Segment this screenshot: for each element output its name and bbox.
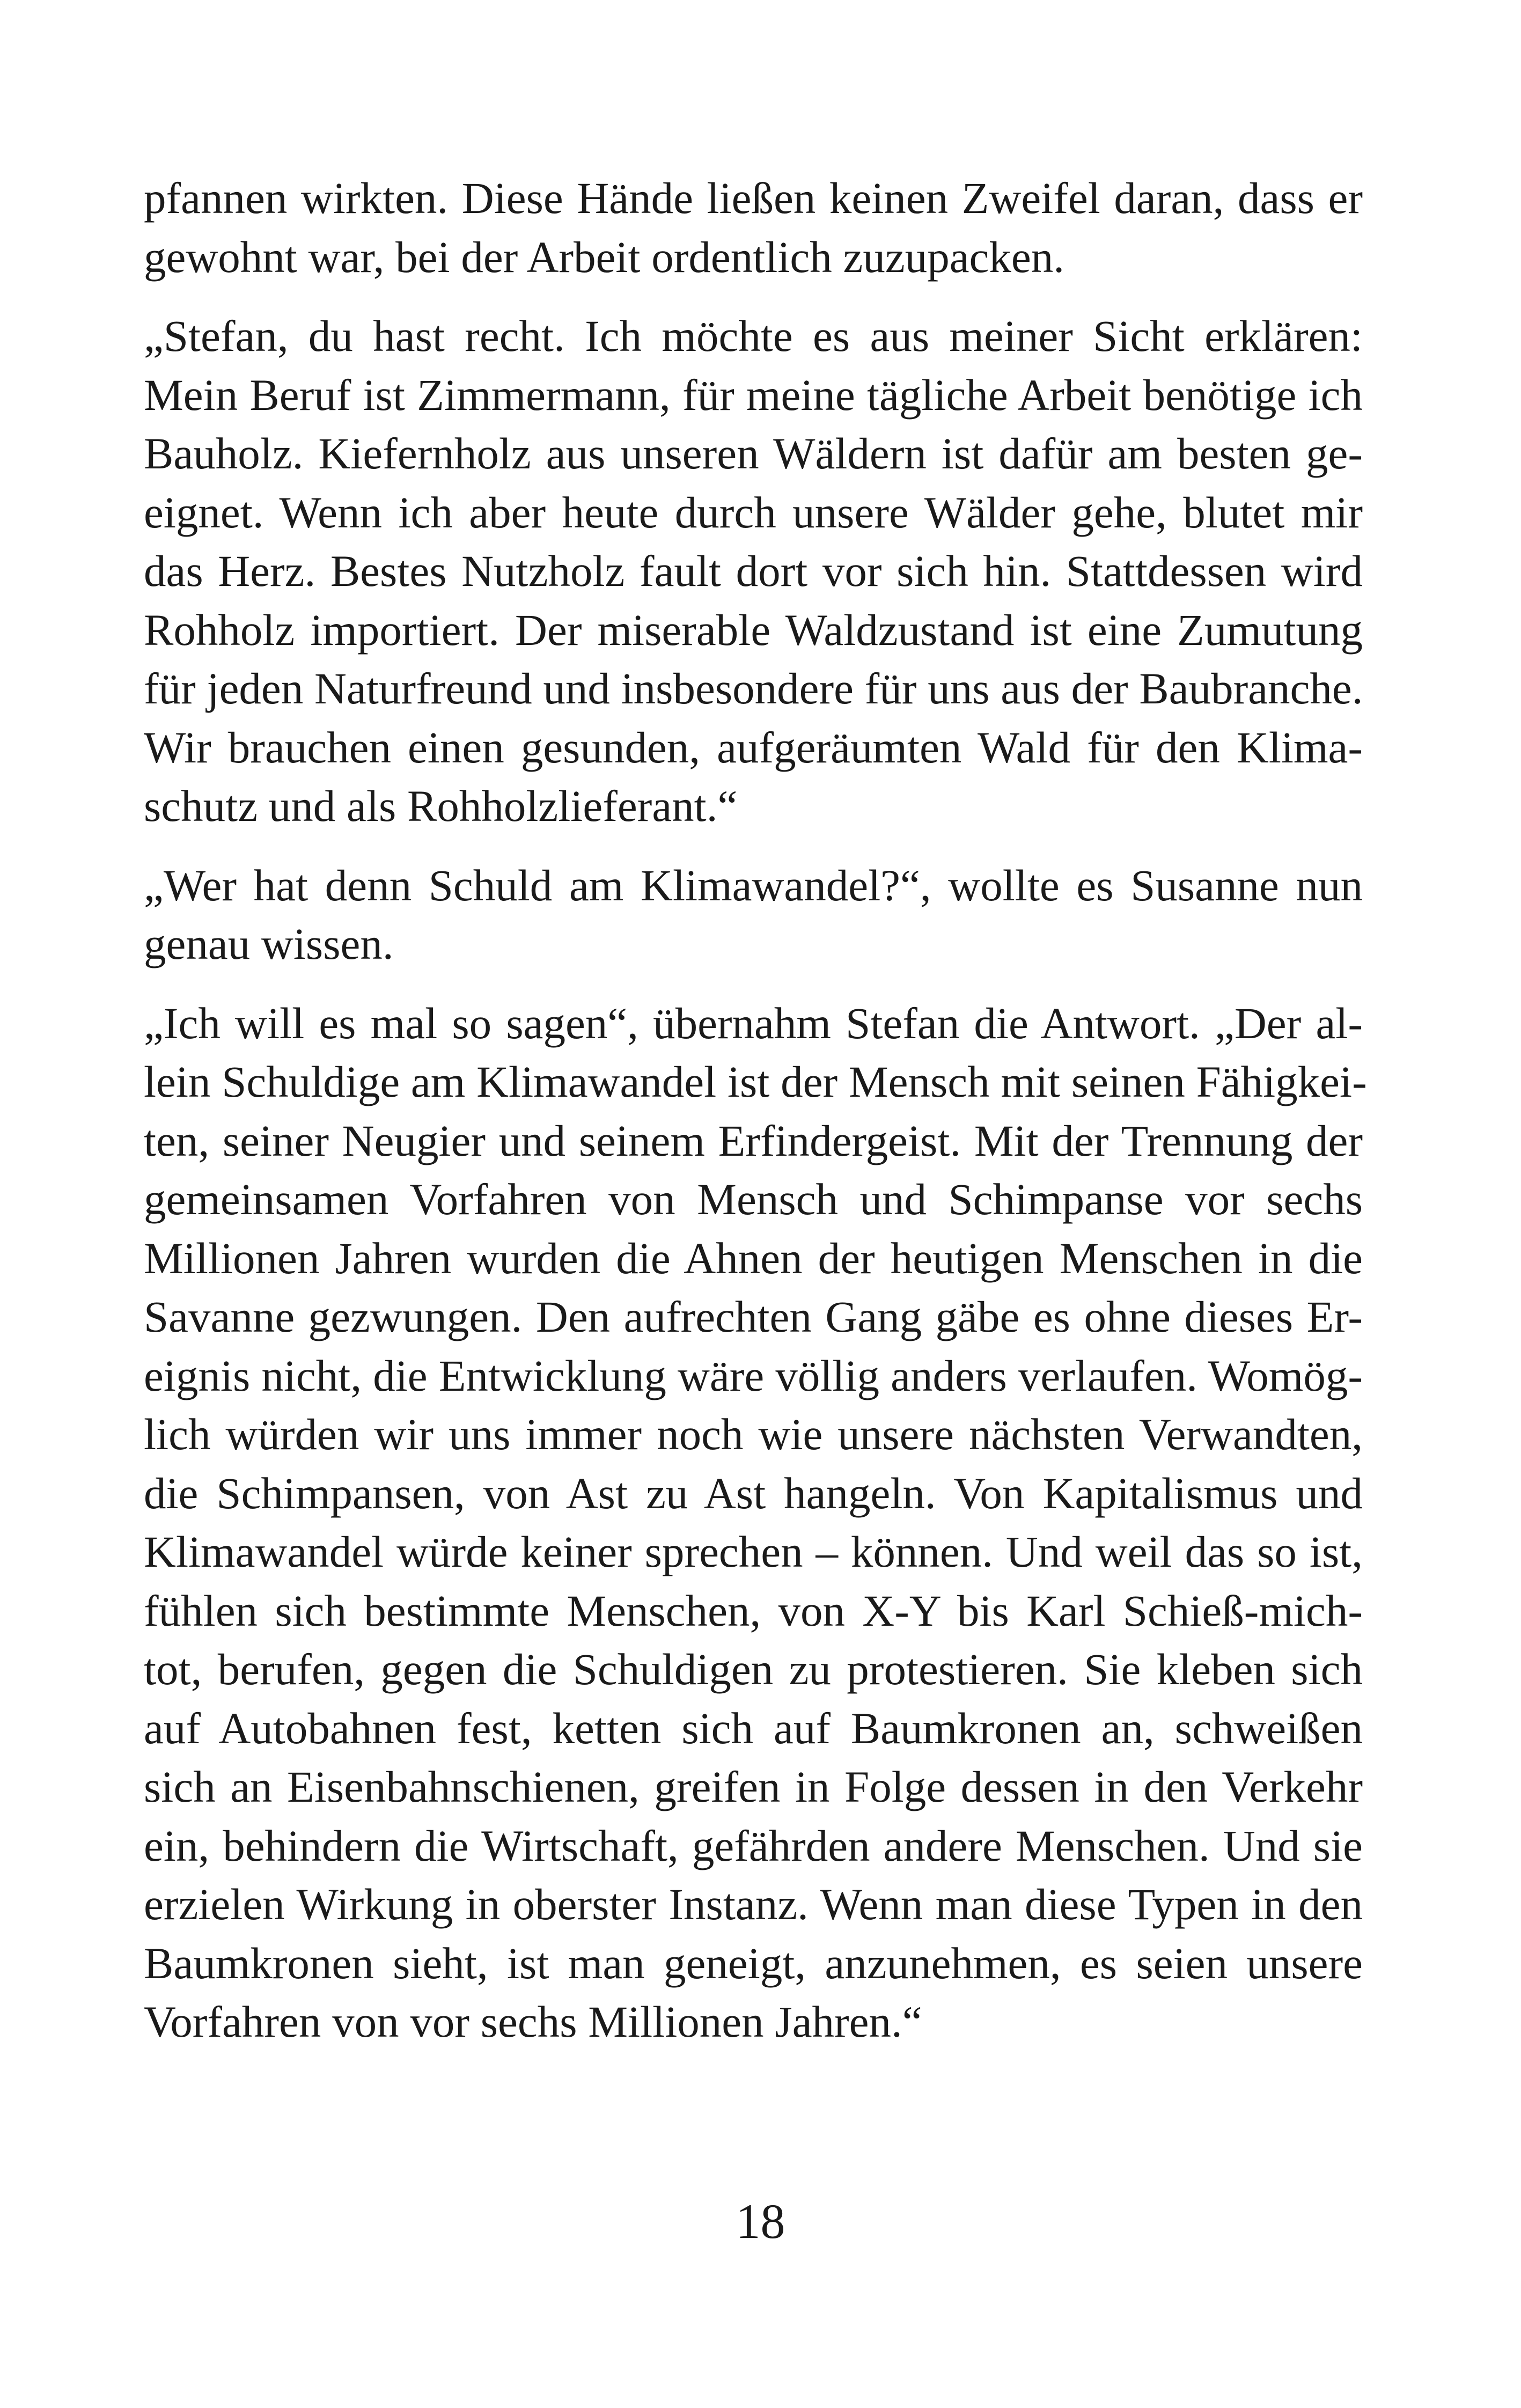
text-line: „Wer hat denn Schuld am Klimawandel?“, wollte es Susanne nun xyxy=(144,860,1363,910)
text-line: lich würden wir uns immer noch wie unsere nächsten Verwandten, xyxy=(144,1409,1363,1459)
text-line: sich an Eisenbahnschienen, greifen in Folge dessen in den Verkehr xyxy=(144,1762,1363,1811)
paragraph-3 xyxy=(144,856,1363,974)
text-line: Vorfahren von vor sechs Millionen Jahren.“ xyxy=(144,1997,922,2046)
text-line: lein Schuldige am Klimawandel ist der Mensch mit seinen Fähigkei- xyxy=(144,1057,1367,1106)
paragraph-4 xyxy=(144,994,1367,2052)
text-line: auf Autobahnen fest, ketten sich auf Baumkronen an, schweißen xyxy=(144,1703,1363,1753)
body-text xyxy=(144,169,1367,2052)
text-line: für jeden Naturfreund und insbesondere für uns aus der Baubranche. xyxy=(144,664,1363,713)
text-line: schutz und als Rohholzlieferant.“ xyxy=(144,781,738,831)
text-line: Millionen Jahren wurden die Ahnen der heutigen Menschen in die xyxy=(144,1233,1363,1283)
text-line: Savanne gezwungen. Den aufrechten Gang gäbe es ohne dieses Er- xyxy=(144,1292,1363,1341)
text-line: eignis nicht, die Entwicklung wäre völlig anders verlaufen. Womög- xyxy=(144,1350,1363,1400)
text-line: „Stefan, du hast recht. Ich möchte es aus meiner Sicht erklären: xyxy=(144,311,1363,361)
text-line: ten, seiner Neugier und seinem Erfindergeist. Mit der Trennung der xyxy=(144,1115,1363,1165)
text-line: pfannen wirkten. Diese Hände ließen keinen Zweifel daran, dass er xyxy=(144,173,1363,223)
text-line: das Herz. Bestes Nutzholz fault dort vor sich hin. Stattdessen wird xyxy=(144,546,1363,596)
text-line: genau wissen. xyxy=(144,919,394,968)
text-line: gewohnt war, bei der Arbeit ordentlich zuzupacken. xyxy=(144,232,1064,282)
text-line: Baumkronen sieht, ist man geneigt, anzunehmen, es seien unsere xyxy=(144,1938,1363,1988)
text-line: Mein Beruf ist Zimmermann, für meine tägliche Arbeit benötige ich xyxy=(144,370,1363,420)
text-line: die Schimpansen, von Ast zu Ast hangeln. Von Kapitalismus und xyxy=(144,1468,1363,1518)
paragraph-1 xyxy=(144,169,1363,287)
text-line: Klimawandel würde keiner sprechen – können. Und weil das so ist, xyxy=(144,1527,1363,1576)
text-line: ein, behindern die Wirtschaft, gefährden andere Menschen. Und sie xyxy=(144,1820,1363,1870)
text-line: Wir brauchen einen gesunden, aufgeräumten Wald für den Klima- xyxy=(144,722,1363,772)
text-line: eignet. Wenn ich aber heute durch unsere Wälder gehe, blutet mir xyxy=(144,487,1363,537)
text-line: „Ich will es mal so sagen“, übernahm Stefan die Antwort. „Der al- xyxy=(144,998,1363,1048)
text-line: gemeinsamen Vorfahren von Mensch und Schimpanse vor sechs xyxy=(144,1174,1363,1224)
text-line: Bauholz. Kiefernholz aus unseren Wäldern ist dafür am besten ge- xyxy=(144,429,1363,478)
paragraph-2 xyxy=(144,307,1363,836)
text-line: Rohholz importiert. Der miserable Waldzustand ist eine Zumutung xyxy=(144,605,1363,655)
text-line: erzielen Wirkung in oberster Instanz. Wenn man diese Typen in den xyxy=(144,1880,1363,1929)
text-line: tot, berufen, gegen die Schuldigen zu protestieren. Sie kleben sich xyxy=(144,1645,1363,1694)
text-line: fühlen sich bestimmte Menschen, von X-Y bis Karl Schieß-mich- xyxy=(144,1585,1363,1635)
page-number: 18 xyxy=(736,2194,785,2249)
